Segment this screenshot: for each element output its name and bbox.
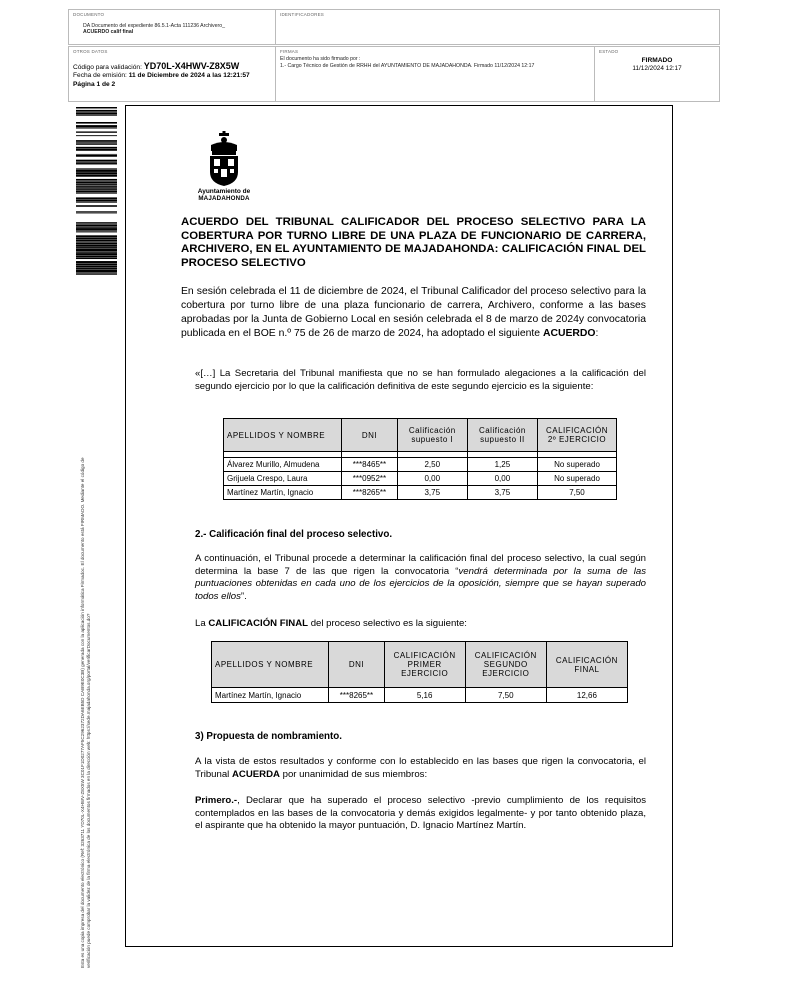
intro-text: En sesión celebrada el 11 de diciembre de 2024, el Tribunal Calificador del proceso selectivo para la cobertura por turno libre de una plaza funcionario de carrera, Archivero, conforme a las bases aprobadas por la Junta de Gobierno Local en sesión celebrada el 8 de marzo de 2024y convocatoria publicada en el BOE n.º 75 de 26 de marzo de 2024, ha adoptado el siguiente [181,286,646,339]
barcode-bar [76,143,117,144]
table-cell: Martínez Martín, Ignacio [212,688,329,703]
barcode-bar [76,205,117,207]
estado-value: FIRMADO [641,57,673,64]
barcode-bar [76,113,117,115]
documento-line1: DA Documento del expediente 86.5.1-Acta 111236 Archivero_ [83,23,225,29]
table-header-row [224,419,617,452]
table-row [224,458,617,472]
table-cell: ***8265** [329,688,384,703]
barcode-bar [76,182,117,184]
codigo-value: YD70L-X4HWV-Z8X5W [143,61,240,71]
documento-label: DOCUMENTO [73,12,105,17]
barcode-bar [76,235,117,236]
primero-text: , Declarar que ha superado el proceso selectivo -previo cumplimiento de los requisitos contemplados en las bases de la convocatoria y demás exigidos legalmente- y por tanto obtenido plaza, el aspirante que ha obtenido la mayor puntuación, D. Ignacio Martínez Martín. [195,795,646,831]
barcode-bar [76,211,117,212]
fecha-value: 11 de Diciembre de 2024 a las 12:21:57 [128,72,250,79]
table-cell: 5,16 [384,688,465,703]
barcode-bar [76,188,117,189]
barcode-bar [76,253,117,255]
table-header-cell: CALIFICACIÓN FINAL [546,642,627,688]
firmas-cell [276,47,594,101]
barcode-bar [76,128,117,129]
barcode-bar [76,249,117,251]
barcode-bar [76,191,117,193]
barcode-bar [76,247,117,248]
firmas-label: FIRMAS [280,49,299,54]
section2-intro-pre: La [195,618,206,629]
table-cell: 12,66 [546,688,627,703]
identificadores-label: IDENTIFICADORES [280,12,325,17]
table-cell: ***8465** [342,458,397,472]
section2-intro-post: del proceso selectivo es la siguiente: [310,618,467,629]
side-text-line1: Esta es una copia impresa del documento electrónico (Ref: 3263711 YD70L-X4HWV-Z8X5W 3C01F1D0277AF5C2962372DA6EB5D CAB9E0C3B) generada con la aplicación informática Firmadoc. El documento está FIRMADO. Mediante el código de [80,457,85,968]
table-header-row [212,642,628,688]
barcode-bar [76,110,117,111]
table-header-cell: APELLIDOS Y NOMBRE [212,642,329,688]
fecha-prefix: Fecha de emisión: [73,72,127,79]
barcode-bar [76,236,117,237]
barcode-bar [76,245,117,247]
barcode-bar [76,241,117,242]
section3-bold: ACUERDA [231,768,280,780]
barcode-bar [76,155,117,157]
table-header-cell: CALIFICACIÓN PRIMER EJERCICIO [384,642,465,688]
otros-datos-label: OTROS DATOS [73,49,108,54]
table-header-cell: DNI [329,642,384,688]
barcode-bar [76,202,117,203]
barcode-bar [76,107,117,108]
barcode-bar [76,272,117,273]
table-cell: 0,00 [397,472,467,486]
table-row [224,486,617,500]
table-cell: Grijuela Crespo, Laura [224,472,342,486]
logo-text-line1: Ayuntamiento de [197,188,251,195]
table-cell: 7,50 [537,486,616,500]
firmas-line1: El documento ha sido firmado por : [280,56,361,62]
barcode-bar [76,112,117,113]
section3-text: A la vista de estos resultados y conforme con lo establecido en las bases que rigen la convocatoria, el Tribunal [195,756,646,780]
section3-paragraph [195,756,646,781]
barcode-bar [76,185,117,186]
otros-datos-cell [69,47,275,101]
table-cell: ***8265** [342,486,397,500]
table-cell: 3,75 [467,486,537,500]
section2-italic: vendrá determinada por la suma de las puntuaciones obtenidas en cada uno de los ejercicios de la oposición, siempre que se hayan superado todos ellos [195,565,647,602]
barcode-bar [76,189,117,190]
barcode-bar [76,179,117,180]
primero-bold: Primero.- [195,795,238,806]
barcode-bar [76,125,117,127]
barcode-bar [76,273,117,274]
estado-label: ESTADO [599,49,619,54]
table-cell: 7,50 [465,688,546,703]
documento-line2: ACUERDO calif final [83,29,134,35]
barcode-bar [76,213,117,214]
table-cell: Martínez Martín, Ignacio [224,486,342,500]
pagina: Página 1 de 2 [73,81,116,88]
barcode-icon [76,107,117,277]
table-header-cell: CALIFICACIÓN 2º EJERCICIO [537,419,616,452]
firmas-line2: 1.- Cargo Técnico de Gestión de RRHH del AYUNTAMIENTO DE MAJADAHONDA. Firmado 11/12/2024 12:17 [280,63,535,69]
barcode-bar [76,228,117,230]
section3-title: 3) Propuesta de nombramiento. [195,731,342,742]
barcode-bar [76,264,117,266]
identificadores-cell [276,10,719,44]
section2-intro [195,617,646,631]
barcode-bar [76,240,117,242]
barcode-bar [76,141,117,142]
barcode-bar [76,193,117,194]
barcode-bar [76,170,117,172]
barcode-bar [76,135,117,136]
section2-title: 2.- Calificación final del proceso selectivo. [195,529,393,540]
table-cell: 1,25 [467,458,537,472]
table-row [224,472,617,486]
barcode-bar [76,266,117,268]
section3-end: por unanimidad de sus miembros: [282,768,428,780]
table-header-cell: CALIFICACIÓN SEGUNDO EJERCICIO [465,642,546,688]
intro-paragraph [181,285,646,341]
barcode-bar [76,197,117,199]
table-header-cell: APELLIDOS Y NOMBRE [224,419,342,452]
barcode-bar [76,261,117,263]
header-top-box [68,9,720,45]
barcode-bar [76,168,117,169]
header-bottom-box [68,46,720,102]
barcode-bar [76,268,117,270]
table-final-score [211,641,628,703]
side-text-line2: verificación puede comprobar la validez de la firma electrónica de los documentos firmados en la dirección web: https://sede.majadahonda.org/portal/verificarDocumentos.do? [86,613,91,968]
table-header-cell: Calificación supuesto I [397,419,467,452]
barcode-bar [76,160,117,161]
table-cell: No superado [537,458,616,472]
intro-end: : [595,328,599,339]
section2-paragraph [195,553,646,603]
section2-intro-bold: CALIFICACIÓN FINAL [208,618,309,629]
estado-cell [595,47,719,101]
section2-text: A continuación, el Tribunal procede a determinar la calificación final del proceso selectivo, la cual según determina la base 7 de las que rigen la convocatoria “ [195,553,646,577]
barcode-bar [76,238,117,240]
document-title: ACUERDO DEL TRIBUNAL CALIFICADOR DEL PROCESO SELECTIVO PARA LA COBERTURA POR TURNO LIBRE DE UNA PLAZA DE FUNCIONARIO DE CARRERA, ARCHIVERO, EN EL AYUNTAMIENTO DE MAJADAHONDA: CALIFICACIÓN FINAL DEL PROCESO SELECTIVO [181,216,646,269]
barcode-bar [76,131,117,132]
barcode-bar [76,147,117,149]
barcode-bar [76,140,117,141]
barcode-bar [76,200,117,202]
barcode-bar [76,232,117,233]
barcode-bar [76,255,117,257]
table-header-cell: DNI [342,419,397,452]
barcode-bar [76,115,117,116]
barcode-bar [76,180,117,181]
barcode-bar [76,251,117,252]
barcode-bar [76,175,117,177]
table-cell: No superado [537,472,616,486]
primero-paragraph [195,795,646,833]
barcode-bar [76,186,117,188]
section2-end: ”. [240,590,247,602]
codigo-prefix: Código para validación: [73,64,142,71]
barcode-bar [76,154,117,155]
barcode-bar [76,242,117,244]
table-cell: Álvarez Murillo, Almudena [224,458,342,472]
quote-paragraph: «[…] La Secretaria del Tribunal manifiesta que no se han formulado alegaciones a la calificación del segundo ejercicio por lo que la calificación definitiva de este segundo ejercicio es la siguiente: [195,368,646,392]
logo-text-line2: MAJADAHONDA [198,195,250,202]
barcode-bar [76,225,117,226]
barcode-bar [76,222,117,223]
table-cell: 2,50 [397,458,467,472]
fecha-emision [73,72,250,79]
barcode-bar [76,184,117,185]
barcode-bar [76,161,117,162]
table-cell: 3,75 [397,486,467,500]
table-second-exercise [223,418,617,500]
barcode-bar [76,163,117,164]
table-row [212,688,628,703]
codigo-validacion [73,61,239,71]
documento-cell [69,10,275,44]
table-cell: ***0952** [342,472,397,486]
barcode-bar [76,149,117,151]
side-verification-text [80,298,92,968]
barcode-bar [76,257,117,259]
barcode-bar [76,144,117,145]
table-header-cell: Calificación supuesto II [467,419,537,452]
barcode-bar [76,172,117,174]
barcode-bar [76,122,117,124]
barcode-bar [76,230,117,231]
intro-bold: ACUERDO [542,328,596,339]
document-page [125,105,673,947]
barcode-bar [76,224,117,225]
estado-date: 11/12/2024 12:17 [632,65,682,72]
table-cell: 0,00 [467,472,537,486]
barcode-bar [76,227,117,228]
barcode-bar [76,270,117,272]
